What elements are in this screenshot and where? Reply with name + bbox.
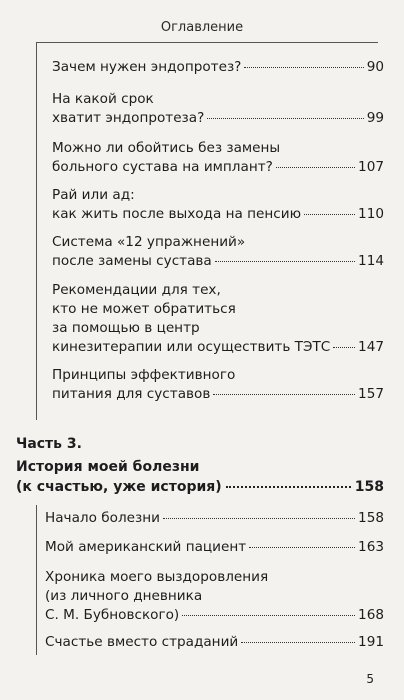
toc-entry[interactable] bbox=[52, 366, 384, 404]
leader-dots bbox=[207, 118, 363, 119]
leader-dots bbox=[249, 547, 355, 548]
toc-entry-line bbox=[52, 252, 384, 271]
page-number: 90 bbox=[366, 59, 384, 75]
leader-dots bbox=[241, 642, 355, 643]
page-number: 107 bbox=[358, 159, 384, 175]
page-folio: 5 bbox=[366, 672, 374, 686]
leader-dots bbox=[244, 67, 363, 68]
toc-entry-text: кинезитерапии или осуществить ТЭТС bbox=[52, 339, 331, 355]
toc-entry-line bbox=[45, 538, 384, 557]
part-3-title-text: (к счастью, уже история) bbox=[16, 479, 222, 495]
leader-dots bbox=[276, 167, 355, 168]
page-number: 163 bbox=[358, 539, 384, 555]
toc-entry-text: Рай или ад: bbox=[52, 187, 135, 203]
page-number: 168 bbox=[358, 607, 384, 623]
leader-dots bbox=[215, 261, 355, 262]
toc-entry-line bbox=[45, 606, 384, 625]
toc-entry-line bbox=[52, 385, 384, 404]
toc-entry-text: (из личного дневника bbox=[45, 588, 203, 604]
toc-entry-text: Мой американский пациент bbox=[45, 539, 247, 555]
toc-sub-entry[interactable] bbox=[45, 538, 384, 557]
toc-sub-entry[interactable] bbox=[45, 633, 384, 652]
part-3-title-text: История моей болезни bbox=[16, 459, 200, 475]
part-3-heading[interactable] bbox=[16, 457, 384, 497]
leader-dots bbox=[163, 518, 355, 519]
toc-entry[interactable] bbox=[52, 281, 384, 357]
toc-entry-text: Начало болезни bbox=[45, 510, 160, 526]
toc-entry-line bbox=[45, 633, 384, 652]
toc-entry[interactable] bbox=[52, 90, 384, 128]
toc-entry-text: после замены сустава bbox=[52, 253, 212, 269]
toc-entry-text: кто не может обратиться bbox=[52, 301, 236, 317]
toc-entry-text: Хроника моего выздоровления bbox=[45, 569, 269, 585]
part-3-side-rule bbox=[36, 505, 37, 655]
toc-entry-text: Счастье вместо страданий bbox=[45, 634, 239, 650]
page-number: 147 bbox=[358, 339, 384, 355]
toc-entry-text: хватит эндопротеза? bbox=[52, 110, 205, 126]
toc-entry[interactable] bbox=[52, 139, 384, 177]
leader-dots bbox=[213, 394, 355, 395]
toc-entry[interactable] bbox=[52, 186, 384, 224]
toc-entry-line bbox=[52, 109, 384, 128]
toc-entry-text: за помощью в центр bbox=[52, 320, 200, 336]
toc-sub-entry[interactable] bbox=[45, 509, 384, 528]
toc-entry-line bbox=[52, 338, 384, 357]
leader-dots bbox=[182, 615, 355, 616]
leader-dots bbox=[304, 214, 355, 215]
toc-entry-text: больного сустава на имплант? bbox=[52, 159, 273, 175]
toc-entry-line bbox=[52, 205, 384, 224]
toc-entry-text: Принципы эффективного bbox=[52, 367, 236, 383]
page-number: 158 bbox=[354, 479, 384, 495]
toc-entry-text: питания для суставов bbox=[52, 386, 211, 402]
page-number: 99 bbox=[366, 110, 384, 126]
toc-entry-line bbox=[52, 158, 384, 177]
toc-entry-text: Рекомендации для тех, bbox=[52, 282, 221, 298]
toc-sub-entry[interactable] bbox=[45, 568, 384, 625]
toc-entry-text: На какой срок bbox=[52, 91, 154, 107]
header-rule bbox=[36, 42, 378, 43]
leader-dots bbox=[226, 486, 351, 488]
toc-entry-text: как жить после выхода на пенсию bbox=[52, 206, 302, 222]
toc-entry-text: Зачем нужен эндопротез? bbox=[52, 59, 242, 75]
page-header-title: Оглавление bbox=[160, 20, 244, 35]
page-number: 157 bbox=[358, 386, 384, 402]
leader-dots bbox=[333, 347, 355, 348]
part-3-title-line bbox=[16, 477, 384, 497]
toc-entry-text: С. М. Бубновского) bbox=[45, 607, 180, 623]
page-number: 191 bbox=[358, 634, 384, 650]
page-number: 114 bbox=[358, 253, 384, 269]
toc-entry-line bbox=[45, 509, 384, 528]
toc-entry[interactable] bbox=[52, 58, 384, 77]
toc-entry-text: Можно ли обойтись без замены bbox=[52, 140, 281, 156]
page-number: 110 bbox=[358, 206, 384, 222]
toc-entry-line bbox=[52, 58, 384, 77]
part-3-label: Часть 3. bbox=[16, 436, 82, 452]
toc-entry-text: Система «12 упражнений» bbox=[52, 234, 246, 250]
page-number: 158 bbox=[358, 510, 384, 526]
toc-entry[interactable] bbox=[52, 233, 384, 271]
part-2-side-rule bbox=[36, 42, 37, 420]
